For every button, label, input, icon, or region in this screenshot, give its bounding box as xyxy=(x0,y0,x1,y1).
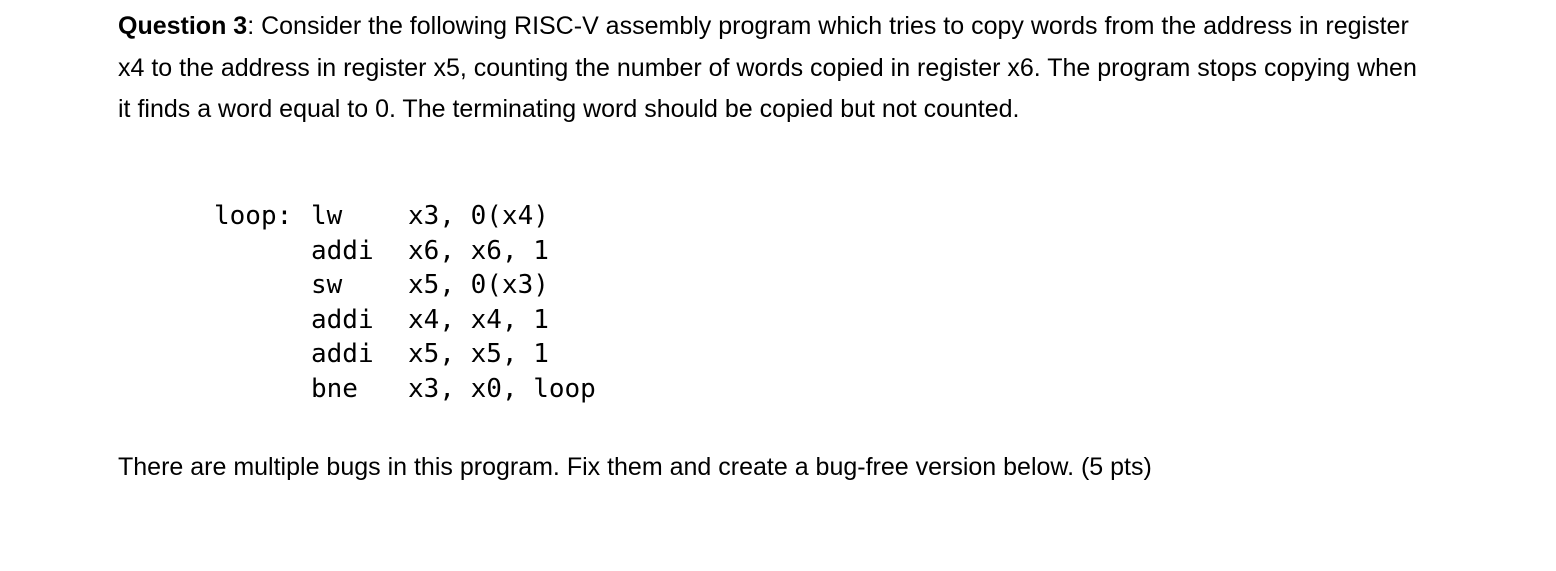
code-operands: x5, x5, 1 xyxy=(408,339,549,370)
code-operands: x5, 0(x3) xyxy=(408,270,549,301)
question-separator: : xyxy=(247,12,262,40)
question-body: Consider the following RISC-V assembly program which tries to copy words from the address in register x4 to the address in register x5, counting the number of words copied in register x6. The program stops copying when it finds a word equal to 0. The terminating word should be copied but not counted. xyxy=(118,12,1417,123)
code-operands: x6, x6, 1 xyxy=(408,235,549,266)
question-label: Question 3 xyxy=(118,12,248,40)
code-opcode: sw xyxy=(311,270,343,301)
code-opcode: bne xyxy=(311,373,358,404)
code-label xyxy=(214,268,311,303)
code-operands: x3, 0(x4) xyxy=(408,201,549,231)
code-label xyxy=(214,337,311,372)
code-line xyxy=(214,303,596,338)
instruction-text: There are multiple bugs in this program. Fix them and create a bug-free version below. (5 pts) xyxy=(118,453,1152,481)
code-label: loop: xyxy=(214,201,293,231)
code-opcode: addi xyxy=(311,304,374,335)
code-block xyxy=(214,199,596,407)
code-opcode: lw xyxy=(311,201,343,231)
code-label xyxy=(214,303,311,338)
code-opcode: addi xyxy=(311,235,374,266)
code-operands: x4, x4, 1 xyxy=(408,304,549,335)
code-line xyxy=(214,234,596,269)
code-label xyxy=(214,372,311,407)
code-line xyxy=(214,337,596,372)
code-line xyxy=(214,268,596,303)
code-operands: x3, x0, loop xyxy=(408,373,596,404)
code-line xyxy=(214,372,596,407)
code-line xyxy=(214,199,596,234)
code-opcode: addi xyxy=(311,339,374,370)
code-label xyxy=(214,234,311,269)
question-text xyxy=(118,6,1418,131)
